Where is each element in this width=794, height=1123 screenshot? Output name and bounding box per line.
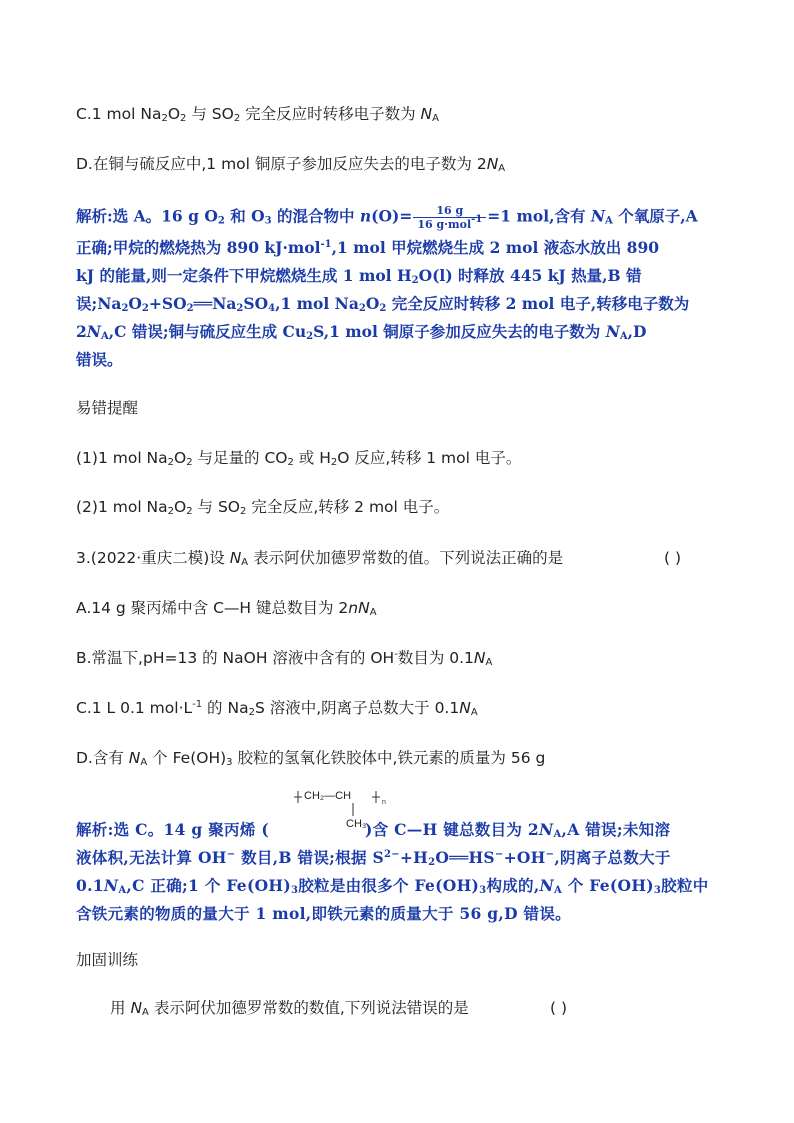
formula-methyl: CH₃ [346, 818, 367, 830]
q3-option-c: C.1 L 0.1 $mol\cdot L^{-1}$ 的 $Na_2S$ 溶液中,阴离子总数大于 $0.1N_A$ [76, 699, 478, 718]
q3-option-b: B.常温下,pH=13 的 NaOH 溶液中含有的 OH-数目为 $0.1N_A$ [76, 649, 493, 668]
q3-answer-paren: ( ) [664, 549, 682, 567]
tip-1: (1)1 mol $Na_2O_2$ 与足量的 $CO_2$ 或 $H_2O$ 反应,转移 1 mol 电子。 [76, 449, 522, 468]
q2-option-c: C.1 mol $Na_2O_2$ 与 $SO_2$ 完全反应时转移电子数为 $N_A$ [76, 105, 439, 124]
q2-answer-line-3: kJ 的能量,则一定条件下甲烷燃烧生成 1 mol $H_2O(l)$ 时释放 445 kJ 热量,B 错 [76, 266, 642, 286]
q2-answer-line-2: 正确;甲烷的燃烧热为 890 kJ·mol$^{-1}$,1 mol 甲烷燃烧生成 2 mol 液态水放出 890 [76, 238, 660, 257]
q3-option-a: A.14 g 聚丙烯中含 C—H 键总数目为 $2nN_A$ [76, 599, 377, 618]
drill-answer-paren: ( ) [550, 999, 568, 1017]
q3-answer-line-4: 含铁元素的物质的量大于 1 mol,即铁元素的质量大于 56 g,D 错误。 [76, 904, 571, 923]
q3-answer-line-2: 液体积,无法计算 OH− 数目,B 错误;根据 $S^{2-}+H_2O══HS^-+OH^-$,阴离子总数大于 [76, 848, 671, 868]
drill-stem: 用 $N_A$ 表示阿伏加德罗常数的数值,下列说法错误的是 [110, 999, 469, 1018]
q2-option-d: D.在铜与硫反应中,1 mol 铜原子参加反应失去的电子数为 $2N_A$ [76, 155, 506, 174]
formula-chain: CH₂—CH [304, 790, 352, 802]
q2-answer-line-5: $2N_A,C$ 错误;铜与硫反应生成 $Cu_2S,1$ mol 铜原子参加反应失去的电子数为 $N_A,D$ [76, 322, 647, 342]
tip-2: (2)1 mol $Na_2O_2$ 与 $SO_2$ 完全反应,转移 2 mol 电子。 [76, 498, 450, 517]
drill-title: 加固训练 [76, 951, 139, 969]
q3-answer-line-3: $0.1N_A,C$ 正确;1 个 $Fe(OH)_3$胶粒是由很多个 $Fe(OH)_3$构成的$,N_A$ 个 $Fe(OH)_3$胶粒中 [76, 876, 709, 896]
q3-answer-line-1: 解析:选 C。14 g 聚丙烯 ( )含 C—H 键总数目为 $2N_A,A$ 错误;未知溶 [76, 820, 671, 840]
q2-answer-line-6: 错误。 [76, 350, 123, 369]
q2-answer-line-1: 解析:选 A。16 g $O_2$ 和 $O_3$ 的混合物中 n(O)= $\frac{16 g}{16 g\cdot mol^{-1}}$ =1 mol,含有 $N_A$ 个氧原子,A [76, 204, 698, 231]
svg-text:n: n [382, 799, 386, 806]
molar-fraction: $\frac{16 g}{16 g\cdot mol^{-1}}$ [413, 204, 486, 231]
q2-answer-line-4: 误$;Na_2O_2+SO_2══Na_2SO_4,1$ mol $Na_2O_2$ 完全反应时转移 2 mol 电子,转移电子数为 [76, 294, 690, 314]
q3-stem: 3.(2022·重庆二模)设 $N_A$ 表示阿伏加德罗常数的值。下列说法正确的是 [76, 549, 564, 568]
tips-title: 易错提醒 [76, 399, 139, 417]
q3-option-d: D.含有 $N_A$ 个 $Fe(OH)_3$ 胶粒的氢氧化铁胶体中,铁元素的质量为 56 g [76, 749, 546, 768]
